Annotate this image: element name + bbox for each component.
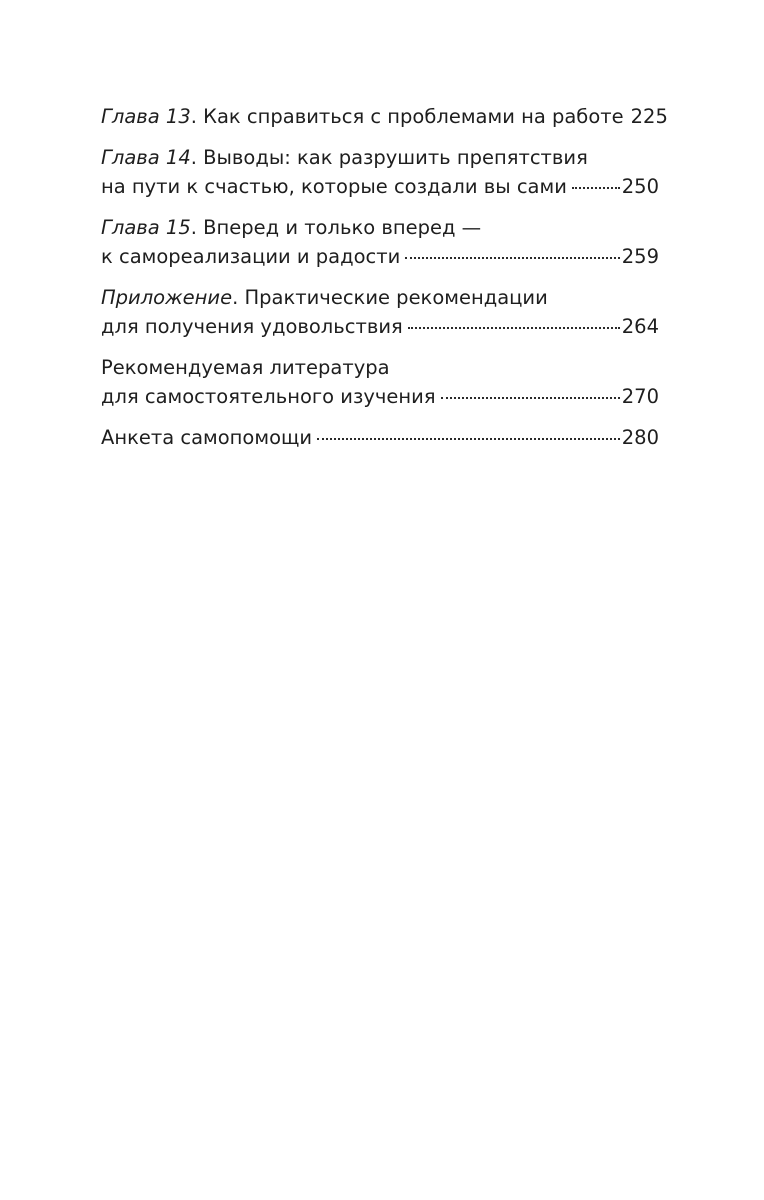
- dot-leader: [441, 397, 620, 399]
- toc-entry-continuation: для самостоятельного изучения: [101, 385, 436, 408]
- toc-page-number: 270: [621, 385, 659, 408]
- toc-entry-chapter-14[interactable]: [101, 143, 659, 201]
- dot-leader: [572, 187, 620, 189]
- toc-page-number: 259: [621, 245, 659, 268]
- toc-entry-chapter-15[interactable]: [101, 213, 659, 271]
- toc-entry-text: Выводы: как разрушить препятствия: [203, 146, 588, 169]
- toc-entry-continuation: на пути к счастью, которые создали вы сами: [101, 175, 567, 198]
- toc-page-number: 264: [621, 315, 659, 338]
- toc-line: [101, 283, 659, 312]
- toc-entry-text: Как справиться с проблемами на работе: [203, 105, 624, 128]
- toc-entry-title: Рекомендуемая литература: [101, 356, 390, 379]
- toc-line: [101, 312, 659, 341]
- toc-entry-text: Практические рекомендации: [244, 286, 548, 309]
- toc-entry-chapter-13[interactable]: [101, 102, 668, 131]
- table-of-contents: [101, 102, 668, 464]
- toc-entry-title: [101, 102, 624, 131]
- toc-entry-prefix: Глава 15: [101, 216, 191, 239]
- toc-line: [101, 242, 659, 271]
- toc-entry-appendix[interactable]: [101, 283, 659, 341]
- toc-line: [101, 172, 659, 201]
- toc-entry-text: Вперед и только вперед —: [203, 216, 482, 239]
- toc-entry-separator: .: [190, 146, 204, 169]
- toc-entry-continuation: к самореализации и радости: [101, 245, 401, 268]
- dot-leader: [408, 327, 620, 329]
- dot-leader: [405, 257, 620, 259]
- toc-page-number: 225: [630, 105, 668, 128]
- toc-entry-title: [101, 213, 481, 242]
- toc-entry-recommended-reading[interactable]: [101, 353, 659, 411]
- toc-line: [101, 213, 659, 242]
- toc-entry-self-help-questionnaire[interactable]: [101, 423, 659, 452]
- toc-page-number: 280: [621, 426, 659, 449]
- toc-entry-title: [101, 283, 548, 312]
- toc-line: [101, 143, 659, 172]
- dot-leader: [317, 438, 620, 440]
- toc-entry-prefix: Глава 13: [101, 105, 191, 128]
- toc-entry-prefix: Приложение: [101, 286, 233, 309]
- toc-entry-title: [101, 143, 588, 172]
- toc-page-number: 250: [621, 175, 659, 198]
- toc-line: [101, 102, 668, 131]
- toc-line: [101, 423, 659, 452]
- toc-entry-prefix: Глава 14: [101, 146, 191, 169]
- toc-entry-separator: .: [232, 286, 245, 309]
- toc-line: [101, 382, 659, 411]
- toc-entry-continuation: для получения удовольствия: [101, 315, 403, 338]
- toc-entry-separator: .: [190, 216, 204, 239]
- toc-entry-separator: .: [190, 105, 204, 128]
- toc-line: [101, 353, 659, 382]
- toc-entry-title: Анкета самопомощи: [101, 426, 313, 449]
